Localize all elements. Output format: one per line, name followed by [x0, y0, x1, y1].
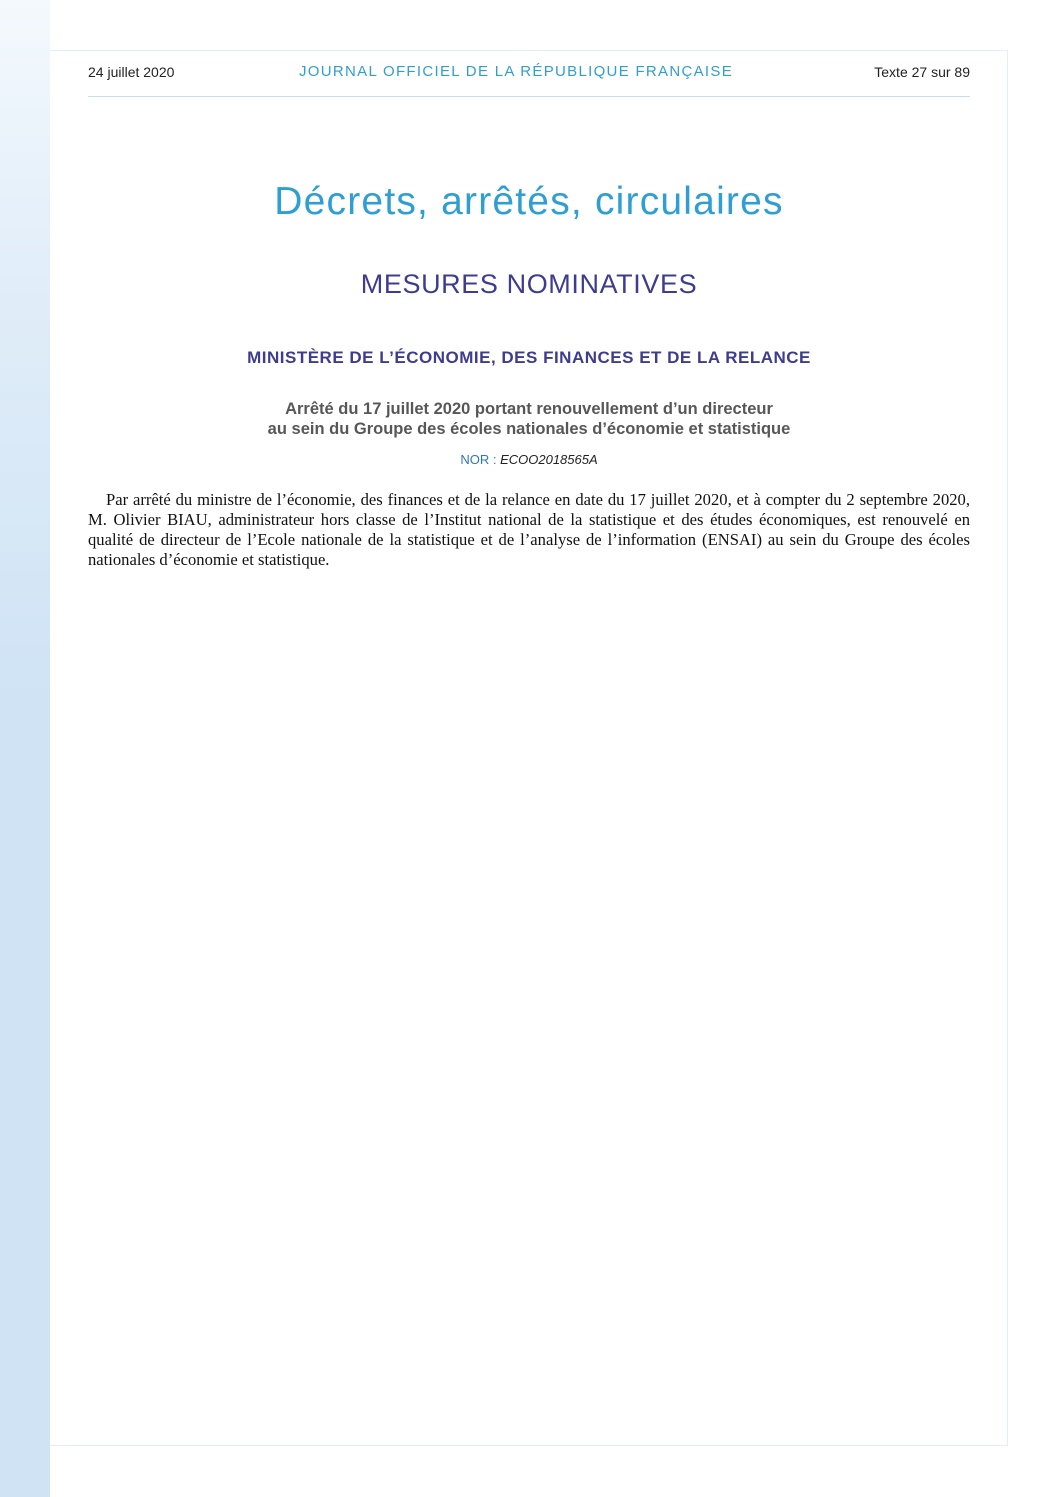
- nor-value: ECOO2018565A: [500, 452, 598, 467]
- arrete-title-line-1: Arrêté du 17 juillet 2020 portant renouvellement d’un directeur: [285, 400, 773, 418]
- body-paragraph: Par arrêté du ministre de l’économie, des finances et de la relance en date du 17 juillet 2020, et à compter du 2 septembre 2020, M. Olivier BIAU, administrateur hors classe de l’Institut national de la statistique et des études économiques, est renouvelé en qualité de directeur de l’Ecole nationale de la statistique et de l’analyse de l’information (ENSAI) au sein du Groupe des écoles nationales d’économie et statistique.: [88, 490, 970, 569]
- arrete-title-line-2: au sein du Groupe des écoles nationales d’économie et statistique: [267, 420, 791, 438]
- page-frame: [50, 50, 1008, 1446]
- header-date: 24 juillet 2020: [88, 64, 175, 80]
- subsection-title: MESURES NOMINATIVES: [360, 269, 698, 299]
- page-header: [88, 64, 970, 86]
- ministry-heading: MINISTÈRE DE L’ÉCONOMIE, DES FINANCES ET DE LA RELANCE: [247, 348, 811, 367]
- nor-reference: [88, 452, 970, 467]
- header-divider: [88, 96, 970, 97]
- page-margin-band: [0, 0, 50, 1497]
- arrete-title: [88, 399, 970, 439]
- header-text-number: Texte 27 sur 89: [874, 64, 970, 80]
- journal-title: JOURNAL OFFICIEL DE LA RÉPUBLIQUE FRANÇAISE: [298, 63, 734, 80]
- section-title: Décrets, arrêtés, circulaires: [274, 180, 784, 223]
- nor-label: NOR :: [460, 452, 497, 467]
